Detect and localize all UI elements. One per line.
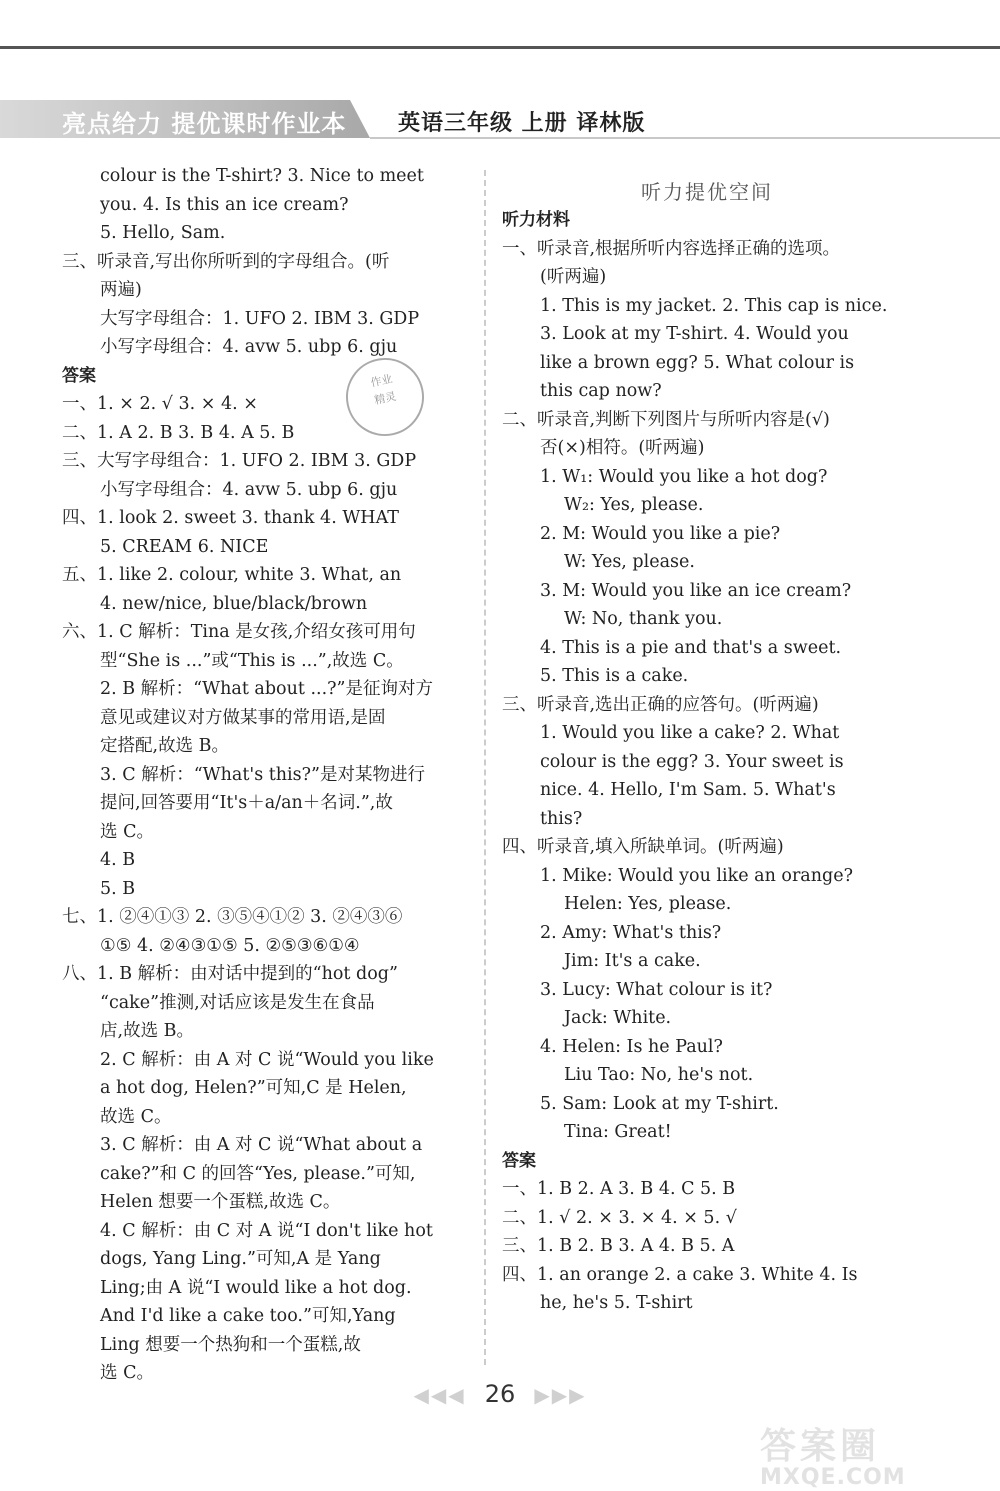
section-heading: 听力材料: [502, 210, 570, 230]
text-line: Jim: It's a cake.: [564, 951, 701, 971]
stamp-line1: 作业: [369, 372, 394, 390]
text-line: 3. Lucy: What colour is it?: [540, 979, 773, 1000]
text-line: this cap now?: [540, 381, 662, 401]
section-heading: 答案: [502, 1150, 536, 1171]
text-line: Helen: Yes, please.: [564, 894, 732, 914]
text-line: 四、听录音,填入所缺单词。(听两遍): [502, 837, 784, 857]
text-line: 2. Amy: What's this?: [540, 922, 722, 943]
right-column: [502, 162, 912, 1318]
text-line: like a brown egg? 5. What colour is: [540, 352, 855, 373]
text-line: 意见或建议对方做某事的常用语,是固: [100, 707, 386, 728]
text-line: 小写字母组合：4. avw 5. ubp 6. gju: [100, 479, 398, 500]
text-line: 七、1. ②④①③ 2. ③⑤④①② 3. ②④③⑥: [62, 907, 403, 927]
text-line: 大写字母组合：1. UFO 2. IBM 3. GDP: [100, 308, 420, 329]
header-underline: [370, 137, 1000, 139]
text-line: 2. C 解析：由 A 对 C 说“Would you like: [100, 1049, 434, 1070]
page-number: 26: [484, 1380, 516, 1408]
text-line: cake?”和 C 的回答“Yes, please.”可知,: [100, 1163, 416, 1184]
book-subtitle: 英语三年级 上册 译林版: [398, 111, 646, 136]
text-line: “cake”推测,对话应该是发生在食品: [100, 992, 375, 1013]
text-line: 小写字母组合：4. avw 5. ubp 6. gju: [100, 337, 398, 357]
section-heading: 答案: [62, 365, 96, 386]
text-line: 4. This is a pie and that's a sweet.: [540, 637, 842, 658]
text-line: 三、大写字母组合：1. UFO 2. IBM 3. GDP: [62, 451, 417, 471]
watermark-line1: 答案圈: [760, 1426, 881, 1467]
next-arrows-icon: ▶▶▶: [534, 1383, 587, 1407]
text-line: 一、听录音,根据所听内容选择正确的选项。: [502, 238, 841, 259]
text-line: 两遍): [100, 280, 142, 300]
text-line: 4. B: [100, 850, 136, 870]
section-title: 听力提优空间: [641, 180, 773, 204]
watermark: [760, 1418, 1000, 1491]
text-line: dogs, Yang Ling.”可知,A 是 Yang: [100, 1249, 381, 1269]
text-line: 否(×)相符。(听两遍): [540, 438, 705, 458]
text-line: W₂: Yes, please.: [564, 495, 704, 515]
text-line: W: No, thank you.: [564, 609, 723, 629]
prev-arrows-icon: ◀◀◀: [413, 1383, 466, 1407]
text-line: (听两遍): [540, 267, 607, 287]
text-line: Ling 想要一个热狗和一个蛋糕,故: [100, 1334, 361, 1355]
book-title: 亮点给力 提优课时作业本: [62, 110, 347, 138]
text-line: 一、1. B 2. A 3. B 4. C 5. B: [502, 1179, 736, 1199]
text-line: Jack: White.: [564, 1008, 672, 1028]
text-line: 六、1. C 解析：Tina 是女孩,介绍女孩可用句: [62, 622, 416, 642]
text-line: 店,故选 B。: [100, 1021, 194, 1041]
text-line: 4. C 解析：由 C 对 A 说“I don't like hot: [100, 1220, 433, 1241]
text-line: this?: [540, 808, 583, 829]
text-line: 型“She is ...”或“This is ...”,故选 C。: [100, 650, 404, 671]
text-line: Liu Tao: No, he's not.: [564, 1065, 754, 1085]
text-line: 1. Mike: Would you like an orange?: [540, 865, 853, 886]
text-line: 三、听录音,写出你所听到的字母组合。(听: [62, 251, 390, 272]
text-line: Tina: Great!: [564, 1122, 672, 1142]
text-line: colour is the T-shirt? 3. Nice to meet: [100, 166, 424, 186]
text-line: 5. This is a cake.: [540, 666, 689, 686]
text-line: 故选 C。: [100, 1106, 172, 1127]
text-line: 提问,回答要用“It's＋a/an＋名词.”,故: [100, 793, 393, 813]
text-line: 3. M: Would you like an ice cream?: [540, 580, 852, 601]
text-line: 3. C 解析：由 A 对 C 说“What about a: [100, 1135, 423, 1155]
text-line: 4. new/nice, blue/black/brown: [100, 593, 368, 614]
text-line: 2. B 解析：“What about ...?”是征询对方: [100, 679, 433, 699]
left-column: [62, 162, 467, 1388]
text-line: 2. M: Would you like a pie?: [540, 523, 781, 544]
text-line: 一、1. × 2. √ 3. × 4. ×: [62, 394, 258, 414]
text-line: 3. C 解析：“What's this?”是对某物进行: [100, 764, 425, 785]
text-line: 定搭配,故选 B。: [100, 736, 229, 756]
text-line: you. 4. Is this an ice cream?: [100, 194, 349, 215]
text-line: he, he's 5. T-shirt: [540, 1293, 693, 1313]
text-line: 三、1. B 2. B 3. A 4. B 5. A: [502, 1236, 735, 1256]
text-line: a hot dog, Helen?”可知,C 是 Helen,: [100, 1078, 407, 1098]
page-header: [0, 100, 1000, 140]
text-line: nice. 4. Hello, I'm Sam. 5. What's: [540, 780, 836, 800]
text-line: 1. This is my jacket. 2. This cap is nice.: [540, 295, 888, 316]
text-line: Helen 想要一个蛋糕,故选 C。: [100, 1192, 341, 1212]
text-line: 四、1. look 2. sweet 3. thank 4. WHAT: [62, 508, 399, 528]
stamp-line2: 精灵: [373, 389, 398, 408]
text-line: 5. B: [100, 878, 136, 899]
text-line: 二、1. √ 2. × 3. × 4. × 5. √: [502, 1207, 737, 1228]
text-line: ①⑤ 4. ②④③①⑤ 5. ②⑤③⑥①④: [100, 935, 360, 956]
right-column-lines: [502, 206, 912, 1318]
text-line: 5. Hello, Sam.: [100, 223, 226, 243]
watermark-line2: MXQE.COM: [760, 1465, 906, 1490]
text-line: Ling;由 A 说“I would like a hot dog.: [100, 1277, 412, 1298]
text-line: 选 C。: [100, 821, 154, 842]
text-line: 5. CREAM 6. NICE: [100, 536, 269, 557]
text-line: colour is the egg? 3. Your sweet is: [540, 751, 844, 772]
text-line: 选 C。: [100, 1363, 154, 1383]
text-line: 1. Would you like a cake? 2. What: [540, 723, 840, 743]
text-line: W: Yes, please.: [564, 552, 695, 572]
text-line: 3. Look at my T-shirt. 4. Would you: [540, 324, 849, 344]
text-line: 二、1. A 2. B 3. B 4. A 5. B: [62, 422, 295, 443]
page-footer: [0, 1380, 1000, 1408]
text-line: 三、听录音,选出正确的应答句。(听两遍): [502, 694, 819, 715]
text-line: 四、1. an orange 2. a cake 3. White 4. Is: [502, 1264, 858, 1285]
text-line: And I'd like a cake too.”可知,Yang: [100, 1306, 396, 1326]
text-line: 1. W₁: Would you like a hot dog?: [540, 466, 828, 487]
top-rule: [0, 46, 1000, 49]
text-line: 五、1. like 2. colour, white 3. What, an: [62, 565, 402, 585]
text-line: 八、1. B 解析：由对话中提到的“hot dog”: [62, 964, 398, 984]
text-line: 二、听录音,判断下列图片与所听内容是(√): [502, 409, 830, 430]
text-line: 5. Sam: Look at my T-shirt.: [540, 1093, 779, 1114]
column-divider: [484, 170, 486, 1365]
text-line: 4. Helen: Is he Paul?: [540, 1036, 723, 1057]
